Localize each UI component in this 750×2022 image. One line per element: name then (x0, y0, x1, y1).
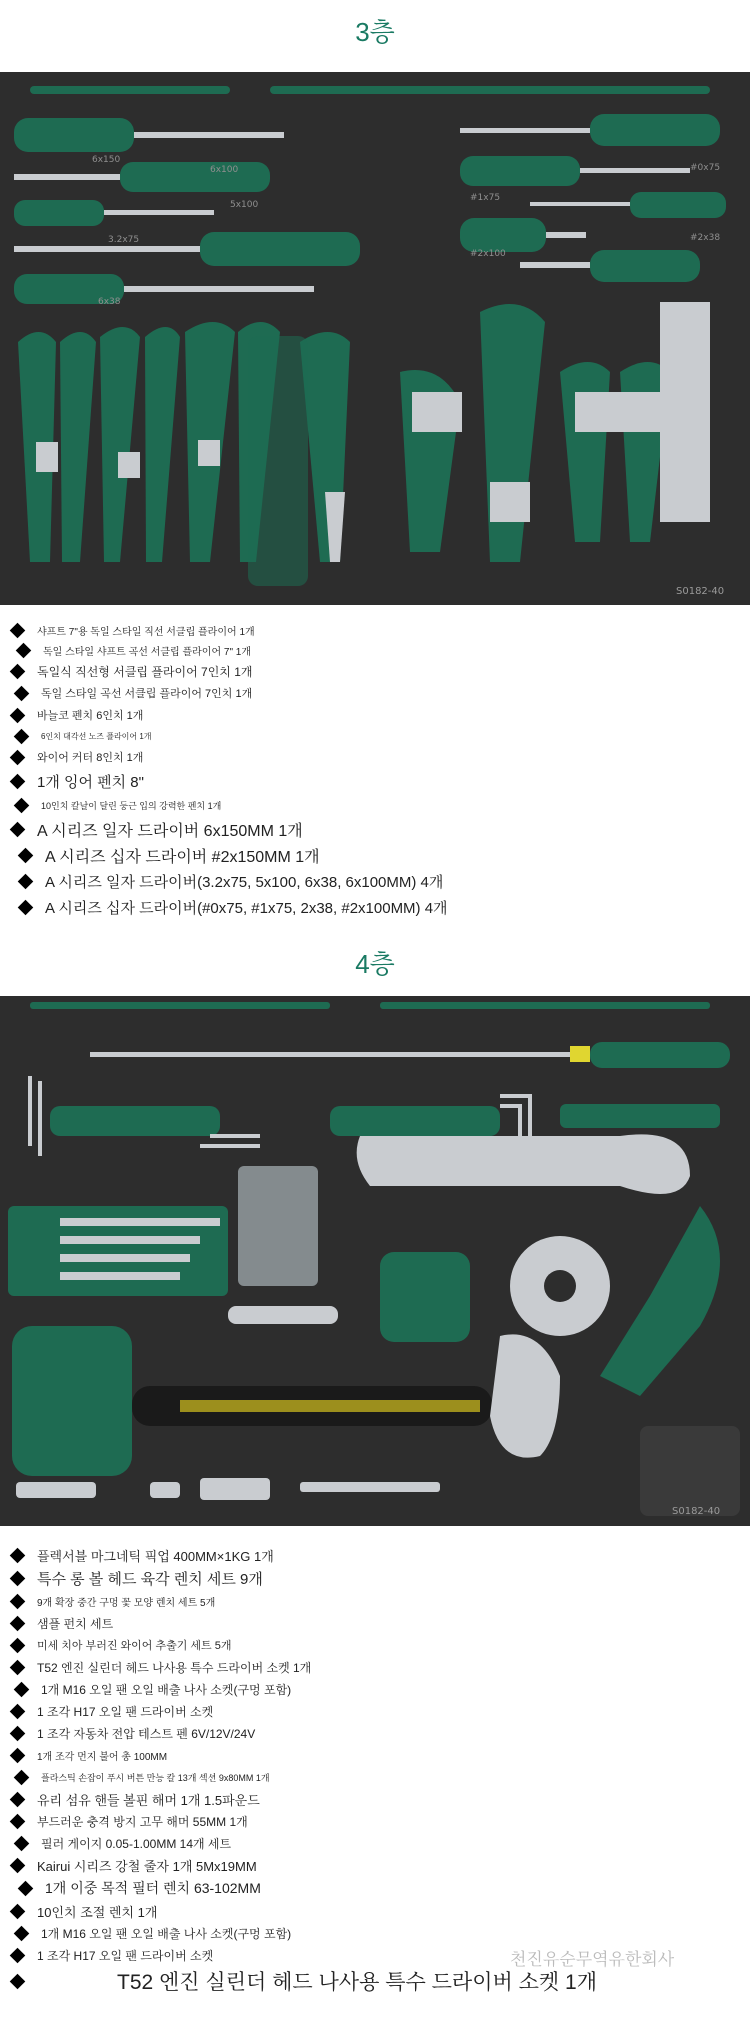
screwdriver-size-mark: 6x100 (210, 165, 239, 175)
list-item: 바늘코 펜치 6인치 1개 (6, 704, 746, 726)
list-item: 1개 이중 목적 필터 렌치 63-102MM (6, 1876, 746, 1900)
layer4-title: 4층 (355, 949, 395, 979)
diamond-bullet-icon (14, 1835, 30, 1851)
layer4-item-list (6, 1544, 746, 1996)
list-item: T52 엔진 실린더 헤드 나사용 특수 드라이버 소켓 1개 (6, 1966, 746, 1996)
company-watermark: 천진유순무역유한회사 (510, 1950, 675, 1969)
diamond-bullet-icon (10, 1973, 26, 1989)
diamond-bullet-icon (10, 1637, 26, 1653)
diamond-bullet-icon (14, 728, 30, 744)
diamond-bullet-icon (14, 1681, 30, 1697)
list-item: 부드러운 충격 방지 고무 해머 55MM 1개 (6, 1810, 746, 1832)
list-item: Kairui 시리즈 강철 줄자 1개 5Mx19MM (6, 1854, 746, 1876)
layer4-tray-code: S0182-40 (672, 1506, 721, 1517)
layer3-tray-code: S0182-40 (676, 586, 725, 597)
layer3-tool-tray-image (0, 72, 750, 605)
diamond-bullet-icon (14, 685, 30, 701)
diamond-bullet-icon (10, 1857, 26, 1873)
list-item: 독일 스타일 샤프트 곡선 서클립 플라이어 7" 1개 (6, 640, 746, 660)
diamond-bullet-icon (10, 1659, 26, 1675)
diamond-bullet-icon (18, 873, 34, 889)
screwdriver-size-mark: #1x75 (470, 193, 501, 203)
layer4-tray-illustration (0, 996, 750, 1526)
list-item: 1개 조각 먼지 불어 총 100MM (6, 1744, 746, 1766)
list-item: 미세 치아 부러진 와이어 추출기 세트 5개 (6, 1634, 746, 1656)
list-item: 1개 M16 오일 팬 오일 배출 나사 소켓(구멍 포함) (6, 1922, 746, 1944)
diamond-bullet-icon (10, 773, 26, 789)
layer4-tool-tray-image (0, 996, 750, 1526)
diamond-bullet-icon (10, 749, 26, 765)
screwdriver-size-mark: 5x100 (230, 200, 259, 210)
layer3-item-list (6, 620, 746, 920)
list-item: 필러 게이지 0.05-1.00MM 14개 세트 (6, 1832, 746, 1854)
list-item: 10인치 칼날이 달린 둥근 입의 강력한 펜치 1개 (6, 794, 746, 816)
list-item: 1 조각 H17 오일 팬 드라이버 소켓 (6, 1944, 746, 1966)
layer3-title: 3층 (355, 17, 395, 47)
screwdriver-size-mark: 6x38 (98, 297, 121, 307)
list-item: 6인치 대각선 노즈 플라이어 1개 (6, 726, 746, 746)
list-item: A 시리즈 십자 드라이버 #2x150MM 1개 (6, 842, 746, 868)
rubber-hammer-icon (12, 1326, 132, 1476)
diamond-bullet-icon (14, 797, 30, 813)
tape-measure-icon (380, 1252, 470, 1342)
diamond-bullet-icon (10, 821, 26, 837)
diamond-bullet-icon (10, 1791, 26, 1807)
list-item: 10인치 조절 렌치 1개 (6, 1900, 746, 1922)
diamond-bullet-icon (10, 1903, 26, 1919)
layer3-tray-illustration (0, 72, 750, 605)
list-item: A 시리즈 일자 드라이버 6x150MM 1개 (6, 816, 746, 842)
list-item: 샤프트 7"용 독일 스타일 직선 서클립 플라이어 1개 (6, 620, 746, 640)
list-item: 플라스틱 손잡이 푸시 버튼 만능 칼 13개 섹션 9x80MM 1개 (6, 1766, 746, 1788)
list-item: 유리 섬유 핸들 볼핀 해머 1개 1.5파운드 (6, 1788, 746, 1810)
screwdriver-size-mark: #2x38 (690, 233, 721, 243)
diamond-bullet-icon (16, 642, 32, 658)
list-item: A 시리즈 일자 드라이버(3.2x75, 5x100, 6x38, 6x100MM) 4개 (6, 868, 746, 894)
diamond-bullet-icon (18, 847, 34, 863)
list-item: 플렉서블 마그네틱 픽업 400MM×1KG 1개 (6, 1544, 746, 1566)
list-item: 샘플 펀치 세트 (6, 1612, 746, 1634)
diamond-bullet-icon (14, 1925, 30, 1941)
list-item: T52 엔진 실린더 헤드 나사용 특수 드라이버 소켓 1개 (6, 1656, 746, 1678)
diamond-bullet-icon (10, 1813, 26, 1829)
diamond-bullet-icon (10, 1615, 26, 1631)
diamond-bullet-icon (10, 1947, 26, 1963)
screwdriver-size-mark: 3.2x75 (108, 235, 140, 245)
list-item: 특수 롱 볼 헤드 육각 렌치 세트 9개 (6, 1566, 746, 1590)
list-item: 독일식 직선형 서클립 플라이어 7인치 1개 (6, 660, 746, 682)
list-item: 1 조각 자동차 전압 테스트 펜 6V/12V/24V (6, 1722, 746, 1744)
screwdriver-size-mark: 6x150 (92, 155, 121, 165)
list-item: A 시리즈 십자 드라이버(#0x75, #1x75, 2x38, #2x100MM) 4개 (6, 894, 746, 920)
list-item: 1개 M16 오일 팬 오일 배출 나사 소켓(구멍 포함) (6, 1678, 746, 1700)
list-item: 9개 확장 중간 구멍 꽃 모양 렌치 세트 5개 (6, 1590, 746, 1612)
diamond-bullet-icon (10, 1593, 26, 1609)
list-item: 독일 스타일 곡선 서클립 플라이어 7인치 1개 (6, 682, 746, 704)
diamond-bullet-icon (10, 1547, 26, 1563)
screwdriver-size-mark: #0x75 (690, 163, 721, 173)
diamond-bullet-icon (10, 1703, 26, 1719)
adjustable-wrench-icon (357, 1134, 690, 1194)
diamond-bullet-icon (10, 1747, 26, 1763)
diamond-bullet-icon (10, 1570, 26, 1586)
diamond-bullet-icon (10, 707, 26, 723)
diamond-bullet-icon (18, 1880, 34, 1896)
list-item: 1 조각 H17 오일 팬 드라이버 소켓 (6, 1700, 746, 1722)
magnetic-pickup-icon (90, 1052, 590, 1057)
list-item: 1개 잉어 펜치 8" (6, 768, 746, 794)
diamond-bullet-icon (10, 663, 26, 679)
screwdriver-size-mark: #2x100 (470, 249, 506, 259)
diamond-bullet-icon (14, 1769, 30, 1785)
diamond-bullet-icon (10, 1725, 26, 1741)
list-item: 와이어 커터 8인치 1개 (6, 746, 746, 768)
diamond-bullet-icon (10, 622, 26, 638)
diamond-bullet-icon (18, 899, 34, 915)
